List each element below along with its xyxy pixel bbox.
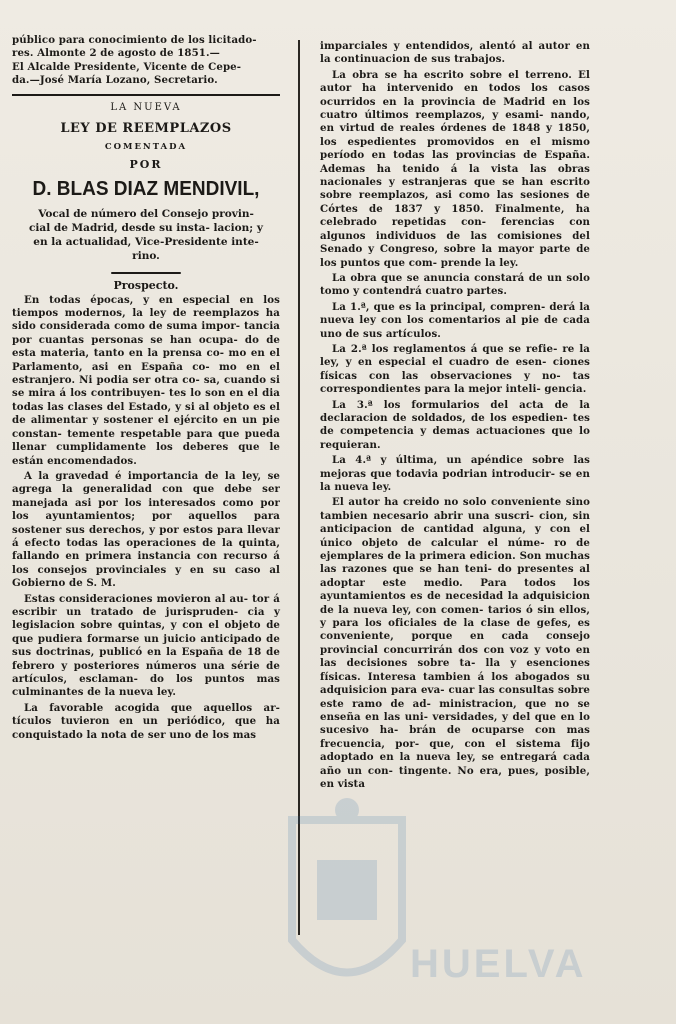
title-ley-de-reemplazos: LEY DE REEMPLAZOS [60, 120, 232, 136]
ornament-divider [111, 271, 181, 275]
paragraph: imparciales y entendidos, alentó al autor en la continuacion de sus trabajos. [320, 40, 590, 66]
paragraph: La 4.ª y última, un apéndice sobre las mejoras que todavia podrian introducir- se en la nueva ley. [320, 454, 590, 493]
paragraph: La 3.ª los formularios del acta de la declaracion de soldados, de los espedien- tes de competencia y demas actuaciones que lo requieran. [320, 398, 590, 451]
paragraph: La favorable acogida que aquellos ar- tículos tuvieron en un periódico, que ha conquistado la nota de ser uno de los mas [12, 701, 280, 741]
intro-line-2: res. Almonte 2 de agosto de 1851.— [12, 47, 220, 60]
prospecto-heading: Prospecto. [113, 278, 179, 292]
paragraph: La 1.ª, que es la principal, compren- derá la nueva ley con los comentarios al pie de cada uno de sus artículos. [320, 300, 590, 340]
watermark-emblem-icon [272, 790, 422, 1010]
intro-line-3: El Alcalde Presidente, Vicente de Cepe- [12, 60, 242, 73]
paragraph: La obra que se anuncia constará de un solo tomo y contendrá cuatro partes. [320, 271, 590, 298]
paragraph: La obra se ha escrito sobre el terreno. El autor ha intervenido en todos los casos ocurridos en la provincia de Madrid en los cuatro últimos reemplazos, y esami- nando, en virtud de reales órdenes de 1848 y 1850, los espedientes promovidos en el mismo período en todas las provincias de España. Ademas ha tenido á la vista las obras nacionales y estranjeras que se han escrito sobre reemplazos, asi como las sesiones de Córtes de 1837 y 1850. Finalmente, ha celebrado repetidas con- ferencias con algunos individuos de las comisiones del Senado y Congreso, sobre la mayor parte de los puntos que com- prende la ley. [320, 68, 590, 269]
paragraph: A la gravedad é importancia de la ley, se agrega la generalidad con que debe ser manejada asi por los interesados como por los ayuntamientos; por aquellos para sostener sus derechos, y por estos para llevar á efecto todas las operaciones de la quinta, fallando en primera instancia con recurso á los consejos provinciales y en su caso al Gobierno de S. M. [12, 469, 280, 590]
paragraph: El autor ha creido no solo conveniente sino tambien necesario abrir una suscri- cion, sin anticipacion de cantidad alguna, y con el único objeto de calcular el núme- ro de ejemplares de la primera edicion. Son muchas las razones que se han teni- do presentes al adoptar este medio. Para todos los ayuntamientos es de necesidad la adquisicion de la nueva ley, con comen- tarios ó sin ellos, y para los oficiales de la clase de gefes, es conveniente, porque en cada consejo provincial concurrirán dos con voz y voto en las decisiones sobre ta- lla y esenciones físicas. Interesa tambien á los abogados su adquisicion para eva- cuar las consultas sobre este ramo de ad- ministracion, que no se enseña en las uni- versidades, y del que en lo sucesivo ha- brán de ocuparse con mas frecuencia, por- que, con el sistema fijo adoptado en la nueva ley, se entregará cada año un con- tingente. No era, pues, posible, en vista [320, 496, 590, 790]
section-divider [12, 94, 280, 96]
intro-line-4: da.—José María Lozano, Secretario. [12, 74, 218, 87]
title-comentada: COMENTADA [104, 141, 188, 152]
paragraph: La 2.ª los reglamentos á que se refie- re la ley, y en especial el cuadro de esen- ciones físicas con las observaciones y no- tas correspondientes para la mejor inteli- gencia. [320, 342, 590, 396]
column-rule [298, 40, 300, 935]
title-la-nueva: LA NUEVA [110, 101, 182, 113]
intro-line-1: público para conocimiento de los licitado- [12, 34, 257, 46]
paragraph: En todas épocas, y en especial en los tiempos modernos, la ley de reemplazos ha sido considerada como de suma impor- tancia por cuantas personas se han ocupa- do de esta materia, tanto en la prensa co- mo en el Parlamento, asi en España co- mo en el estranjero. Ni podia ser otra co- sa, cuando si se mira á los contribuyen- tes lo son en el dia todas las clases del Estado, y si al objeto es el de alimentar y sostener el ejército en un pie constan- temente respetable para que pueda llenar cumplidamente los deberes que le están encomendados. [12, 293, 280, 467]
paragraph: Estas consideraciones movieron al au- tor á escribir un tratado de jurispruden- cia y legislacion sobre quintas, y con el objeto de que pudiera formarse un juicio anticipado de sus doctrinas, publicó en la España de 18 de febrero y posteriores números una série de artículos, esclaman- do los puntos mas culminantes de la nueva ley. [12, 592, 280, 699]
archive-watermark [262, 790, 642, 1020]
title-por: POR [129, 157, 163, 171]
author-office: Vocal de número del Consejo provin- cial de Madrid, desde su insta- lacion; y en la actualidad, Vice-Presidente inte- rino. [29, 207, 263, 262]
watermark-text: HUELVA [410, 942, 587, 986]
right-column [320, 40, 590, 791]
author-name: D. BLAS DIAZ MENDIVIL, [32, 178, 260, 201]
left-column [12, 34, 280, 742]
